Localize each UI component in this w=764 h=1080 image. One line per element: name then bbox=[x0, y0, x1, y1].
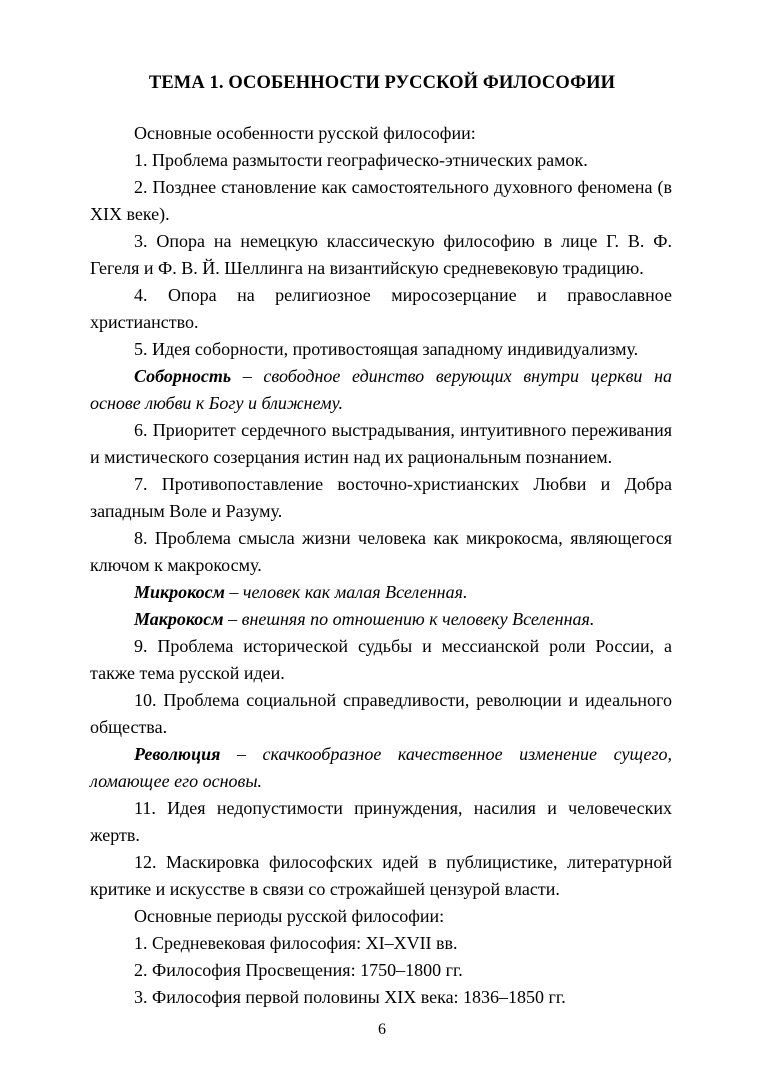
feature-9: 9. Проблема исторической судьбы и мессианской роли России, а также тема русской идеи. bbox=[90, 636, 672, 683]
feature-2: 2. Позднее становление как самостоятельного духовного феномена (в XIX веке). bbox=[90, 177, 672, 224]
definition-revolution-term: Революция bbox=[134, 744, 221, 764]
feature-4: 4. Опора на религиозное миросозерцание и православное христианство. bbox=[90, 285, 672, 332]
feature-11: 11. Идея недопустимости принуждения, насилия и человеческих жертв. bbox=[90, 798, 672, 845]
feature-12: 12. Маскировка философских идей в публицистике, литературной критике и искусстве в связи со строжайшей цензурой власти. bbox=[90, 852, 672, 899]
definition-microcosm-term: Микрокосм bbox=[134, 582, 225, 602]
feature-1: 1. Проблема размытости географическо-этнических рамок. bbox=[134, 150, 588, 170]
definition-sobornost-term: Соборность bbox=[134, 366, 232, 386]
feature-6: 6. Приоритет сердечного выстрадывания, интуитивного переживания и мистического созерцания истин над их рациональным познанием. bbox=[90, 420, 672, 467]
period-1: 1. Средневековая философия: XI–XVII вв. bbox=[134, 933, 458, 953]
definition-sobornost-text: – свободное единство верующих внутри церкви на основе любви к Богу и ближнему. bbox=[90, 366, 672, 413]
feature-3: 3. Опора на немецкую классическую философию в лице Г. В. Ф. Гегеля и Ф. В. Й. Шеллинга на византийскую средневековую традицию. bbox=[90, 231, 672, 278]
feature-10: 10. Проблема социальной справедливости, революции и идеального общества. bbox=[90, 690, 672, 737]
page-title: ТЕМА 1. ОСОБЕННОСТИ РУССКОЙ ФИЛОСОФИИ bbox=[148, 73, 616, 93]
definition-macrocosm bbox=[90, 606, 672, 633]
definition-revolution-text: – скачкообразное качественное изменение сущего, ломающее его основы. bbox=[90, 744, 672, 791]
period-2: 2. Философия Просвещения: 1750–1800 гг. bbox=[134, 960, 463, 980]
definition-revolution bbox=[90, 741, 672, 795]
feature-8: 8. Проблема смысла жизни человека как микрокосма, являющегося ключом к макрокосму. bbox=[90, 528, 672, 575]
periods-intro: Основные периоды русской философии: bbox=[134, 906, 445, 926]
definition-microcosm bbox=[90, 579, 672, 606]
feature-7: 7. Противопоставление восточно-христианских Любви и Добра западным Воле и Разуму. bbox=[90, 474, 672, 521]
features-intro: Основные особенности русской философии: bbox=[134, 123, 476, 143]
period-3: 3. Философия первой половины XIX века: 1836–1850 гг. bbox=[134, 987, 566, 1007]
body-text bbox=[90, 120, 672, 1011]
definition-macrocosm-term: Макрокосм bbox=[134, 609, 224, 629]
definition-macrocosm-text: – внешняя по отношению к человеку Вселенная. bbox=[223, 609, 595, 629]
definition-sobornost bbox=[90, 363, 672, 417]
definition-microcosm-text: – человек как малая Вселенная. bbox=[224, 582, 468, 602]
feature-5: 5. Идея соборности, противостоящая западному индивидуализму. bbox=[134, 339, 639, 359]
page-number: 6 bbox=[378, 1021, 386, 1038]
